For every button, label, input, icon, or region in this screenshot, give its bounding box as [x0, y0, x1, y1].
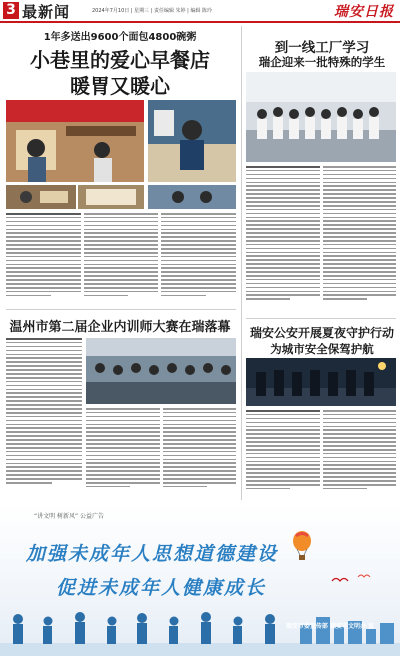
- alley-story-headline: 小巷里的爱心早餐店: [30, 48, 210, 72]
- breakfast-shop-photo-right: [148, 100, 236, 182]
- column-divider: [241, 26, 242, 500]
- students-group-photo: [246, 72, 396, 162]
- breakfast-photo-small-2: [78, 185, 144, 209]
- workers-story-subheadline: 瑞企迎来一批特殊的学生: [258, 55, 386, 69]
- banner-tag: “讲文明 树新风” 公益广告: [34, 513, 105, 520]
- workers-story-headline: 到一线工厂学习: [274, 40, 370, 56]
- breakfast-photo-small-3: [148, 185, 236, 209]
- birds-icon: [330, 573, 380, 589]
- public-service-banner: [0, 505, 400, 656]
- contest-story-body-left: [6, 338, 82, 498]
- section-divider-right: [246, 318, 396, 319]
- breakfast-shop-photo-main: [6, 100, 144, 182]
- page-number: 3: [3, 2, 19, 19]
- banner-slogan-line1: 加强未成年人思想道德建设: [26, 543, 279, 565]
- police-story-subheadline: 为城市安全保驾护航: [270, 342, 374, 356]
- issue-meta: 2024年7月10日 | 星期三 | 责任编辑 朱婷 | 编辑 陈玲: [92, 8, 213, 14]
- header-rule: [0, 21, 400, 23]
- page-header: [0, 0, 400, 22]
- alley-story-subheadline: 暖胃又暖心: [70, 74, 170, 98]
- police-story-body: [246, 410, 396, 498]
- section-divider-left: [6, 309, 236, 310]
- children-silhouettes: [0, 609, 400, 656]
- alley-story-kicker: 1年多送出9600个面包4800碗粥: [43, 32, 197, 43]
- contest-story-headline: 温州市第二届企业内训师大赛在瑞落幕: [9, 320, 231, 335]
- contest-story-body-right: [86, 408, 236, 498]
- banner-slogan-line2: 促进未成年人健康成长: [56, 577, 267, 599]
- section-title: 最新闻: [22, 3, 71, 21]
- banner-credit: 瑞安市委宣传部 瑞安市文明办 宣: [285, 623, 375, 630]
- police-patrol-photo: [246, 358, 396, 406]
- hot-air-balloon-icon: [292, 531, 312, 561]
- contest-audience-photo: [86, 338, 236, 404]
- breakfast-photo-small-1: [6, 185, 76, 209]
- police-story-headline: 瑞安公安开展夏夜守护行动: [249, 326, 394, 340]
- alley-story-body: [6, 213, 236, 305]
- workers-story-body: [246, 166, 396, 314]
- newspaper-masthead: 瑞安日报: [334, 4, 394, 20]
